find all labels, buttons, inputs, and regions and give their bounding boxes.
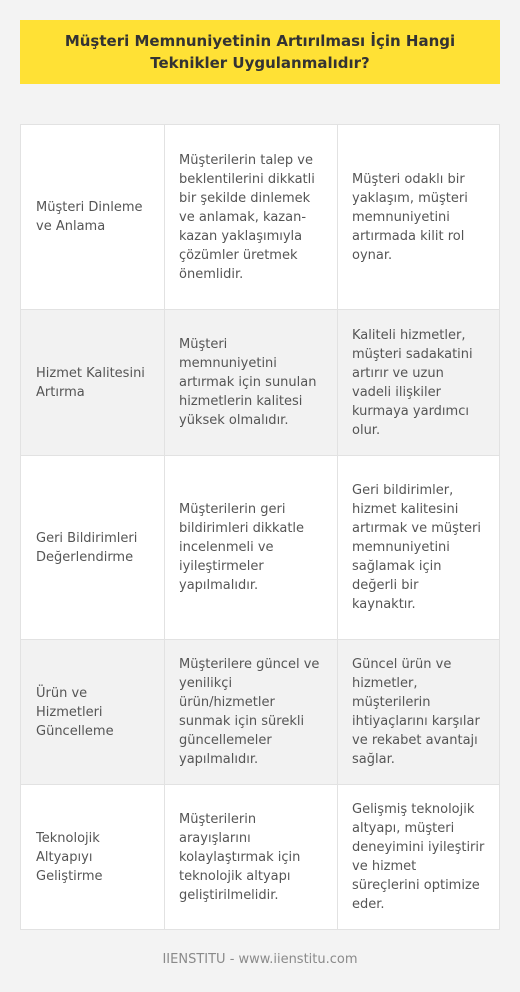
table-row <box>21 785 499 929</box>
table-row <box>21 310 499 456</box>
technique-cell: Geri Bildirimleri Değerlendirme <box>36 530 138 565</box>
table-row <box>21 456 499 640</box>
footer-credit: IIENSTITU - www.iienstitu.com <box>162 952 358 967</box>
page-title: Müşteri Memnuniyetinin Artırılması İçin Hangi Teknikler Uygulanmalıdır? <box>64 32 456 72</box>
description-cell: Müşterilerin talep ve beklentilerini dikkatli bir şekilde dinlemek ve anlamak, kazan-kazan yaklaşımıyla çözümler üretmek önemlidir. <box>164 125 337 309</box>
description-cell: Müşterilerin arayışlarını kolaylaştırmak için teknolojik altyapı geliştirilmelidir. <box>164 785 337 929</box>
benefit-cell: Geri bildirimler, hizmet kalitesini artırmak ve müşteri memnuniyetini sağlamak için değerli bir kaynaktır. <box>337 456 499 639</box>
title-banner <box>20 20 500 84</box>
techniques-table <box>20 124 500 930</box>
benefit-cell: Kaliteli hizmetler, müşteri sadakatini artırır ve uzun vadeli ilişkiler kurmaya yardımcı olur. <box>337 310 499 455</box>
technique-cell: Hizmet Kalitesini Artırma <box>36 365 145 400</box>
technique-cell: Ürün ve Hizmetleri Güncelleme <box>36 685 114 739</box>
technique-cell: Teknolojik Altyapıyı Geliştirme <box>36 830 103 884</box>
benefit-cell: Müşteri odaklı bir yaklaşım, müşteri memnuniyetini artırmada kilit rol oynar. <box>337 125 499 309</box>
description-cell: Müşteri memnuniyetini artırmak için sunulan hizmetlerin kalitesi yüksek olmalıdır. <box>164 310 337 455</box>
table-row <box>21 640 499 785</box>
benefit-cell: Güncel ürün ve hizmetler, müşterilerin ihtiyaçlarını karşılar ve rekabet avantajı sağlar. <box>337 640 499 784</box>
benefit-cell: Gelişmiş teknolojik altyapı, müşteri deneyimini iyileştirir ve hizmet süreçlerini optimize eder. <box>337 785 499 929</box>
description-cell: Müşterilere güncel ve yenilikçi ürün/hizmetler sunmak için sürekli güncellemeler yapılmalıdır. <box>164 640 337 784</box>
description-cell: Müşterilerin geri bildirimleri dikkatle incelenmeli ve iyileştirmeler yapılmalıdır. <box>164 456 337 639</box>
technique-cell: Müşteri Dinleme ve Anlama <box>36 200 143 234</box>
table-row <box>21 125 499 310</box>
